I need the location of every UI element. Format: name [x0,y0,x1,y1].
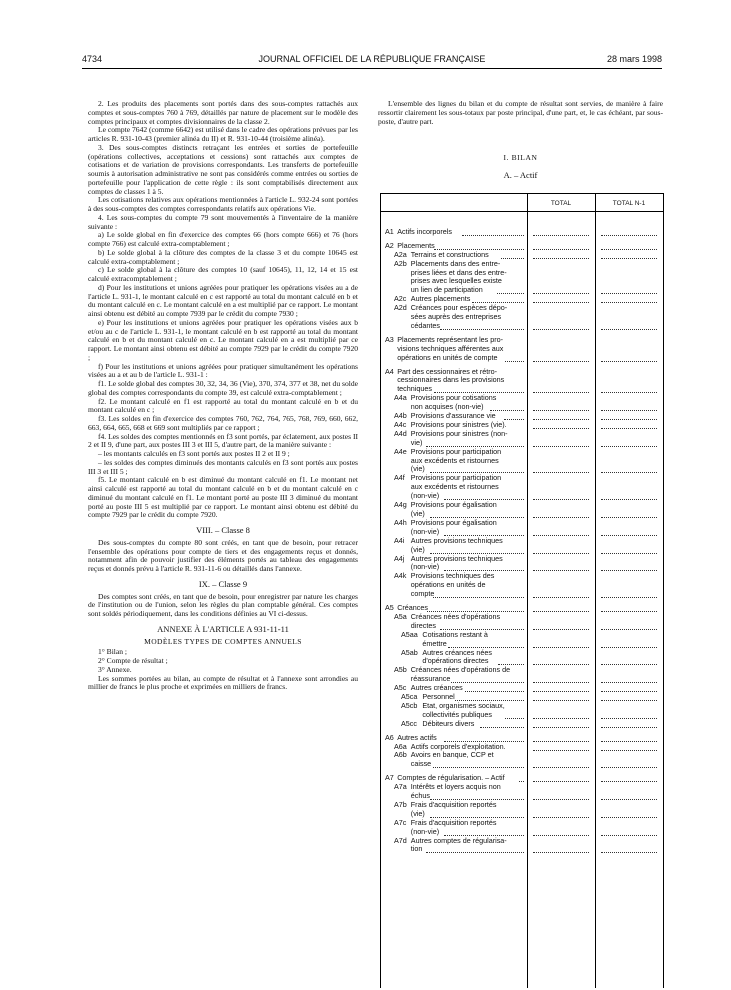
row-label: Créances nées d'opérations de [410,665,511,675]
amount-field [533,419,589,420]
row-code: A2a [394,249,407,259]
row-label: émettre [422,638,447,648]
row-code: A5ca [401,692,418,701]
row-code: A4g [394,500,407,510]
row-label: Part des cessionnaires et rétro- [397,366,498,376]
amount-field [533,249,589,250]
leader-dots [501,258,524,259]
row-label: Actifs corporels d'exploitation. [410,741,506,751]
amount-field [601,361,657,362]
amount-field [601,611,657,612]
amount-field [601,446,657,447]
row-label: Frais d'acquisition reportés [410,799,497,809]
amount-field [533,647,589,648]
row-label: d'opérations directes [422,656,489,666]
amount-field [533,718,589,719]
row-label: vie) [410,437,423,447]
amount-field [533,361,589,362]
amount-field [601,392,657,393]
row-label: caisse [410,759,432,769]
paragraph: f1. Le solde global des comptes 30, 32, 34, 36 (Vie), 370, 374, 377 et 38, net du solde global des comptes correspondants du compte 39, est calculé extra-comptablement ; [88,379,358,397]
amount-field [601,249,657,250]
amount-field [601,691,657,692]
amount-field [601,664,657,665]
row-label: Autres actifs [397,732,437,742]
amount-field [601,472,657,473]
amount-field [533,293,589,294]
amount-field [601,750,657,751]
row-label: (vie) [410,808,425,818]
amount-field [601,258,657,259]
amount-field [533,767,589,768]
paragraph: f3. Les soldes en fin d'exercice des comptes 760, 762, 764, 765, 768, 769, 660, 662, 663, 664, 665, 668 et 669 sont multipliés par ce rapport ; [88,414,358,432]
row-label: Personnel [422,692,455,701]
row-label: collectivités publiques [422,709,492,719]
row-label: Terrains et constructions [410,249,489,259]
row-label: aux excédents et ristournes [410,482,499,492]
row-code: A7a [394,782,407,792]
row-code: A4i [394,535,405,545]
amount-field [601,629,657,630]
row-label: (vie) [410,464,425,474]
amount-field [601,852,657,853]
bilan-heading: I. BILAN [503,153,538,162]
left-column [88,100,358,692]
row-label: Placements représentant les pro- [397,334,504,344]
row-label: Actifs incorporels [397,227,452,236]
amount-field [601,597,657,598]
header-rule [82,68,662,69]
row-label: Provisions techniques des [410,571,495,581]
leader-dots [480,727,524,728]
row-label: Autres provisions techniques [410,535,503,545]
row-label: cessionnaires dans les provisions [397,375,505,385]
row-code: A5cb [401,700,418,710]
amount-field [601,799,657,800]
row-code: A5ab [401,647,418,657]
amount-field [533,410,589,411]
annex-subheading: MODÈLES TYPES DE COMPTES ANNUELS [144,636,302,646]
paragraph: b) Le solde global à la clôture des comptes de la classe 3 et du compte 10645 est calculé extra-comptablement ; [88,247,358,266]
row-label: Autres provisions techniques [410,553,503,563]
paragraph: Des sous-comptes du compte 80 sont créés, en tant que de besoin, pour retracer l'ensemble des opérations pour compte de tiers et des engagements reçus et donnés, notamment afin de pouvoir justifier des éléments portés au tableau des engagements reçus et donnés prévu à l'article R. 931-11-6 ou détaillés dans l'annexe. [88,537,358,573]
amount-field [601,718,657,719]
amount-field [533,741,589,742]
column-header-total-n1: TOTAL N-1 [612,200,646,207]
amount-field [533,553,589,554]
amount-field [601,553,657,554]
right-intro [378,100,663,126]
amount-field [533,799,589,800]
row-code: A4 [385,366,394,376]
page-header [82,54,662,66]
row-code: A7c [394,817,407,827]
amount-field [601,235,657,236]
amount-field [533,329,589,330]
paragraph: a) Le solde global en fin d'exercice des comptes 66 (hors compte 666) et 76 (hors compte 766) est calculé extra-comptablement ; [88,230,358,248]
row-code: A5cc [401,718,417,728]
amount-field [601,727,657,728]
leader-dots [426,852,524,853]
amount-field [533,835,589,836]
amount-field [533,629,589,630]
row-label: Provisions d'assurance vie [410,411,496,421]
row-label: Provisions pour égalisation [410,500,497,510]
row-code: A5b [394,665,407,675]
row-label: Créances [397,603,428,612]
leader-dots [440,329,524,330]
amount-field [533,691,589,692]
row-code: A4a [394,393,407,403]
row-code: A6b [394,750,407,760]
leader-dots [433,767,524,768]
amount-field [601,682,657,683]
row-label: Débiteurs divers [422,718,475,728]
row-label: Autres comptes de régularisa- [410,835,507,845]
row-label: Etat, organismes sociaux, [422,700,505,710]
row-code: A4c [394,420,407,429]
leader-dots [433,597,524,598]
annex-heading: ANNEXE À L'ARTICLE A 931-11-11 [157,623,289,634]
actif-table [380,193,664,988]
row-label: tion [410,844,423,854]
leader-dots [505,361,524,362]
amount-field [533,235,589,236]
page-number: 4734 [82,54,103,64]
amount-field [601,835,657,836]
list-item: 1° Bilan ; [98,647,128,657]
column-divider [527,194,528,988]
row-code: A2b [394,258,407,268]
column-header-total: TOTAL [550,200,572,207]
amount-field [533,727,589,728]
row-label: réassurance [410,674,451,684]
amount-field [533,682,589,683]
paragraph: d) Pour les institutions et unions agréées pour pratiquer les opérations visées au a de l'article L. 931-1, le montant calculé en c est rapporté au total du montant calculé en b et du montant calculé en c. Le montant calculé en a est multiplié par ce rapport. Le montant ainsi obtenu est débité au compte 7939 par le crédit du compte 7930 ; [88,282,358,318]
row-code: A2c [394,294,407,304]
paragraph: Les cotisations relatives aux opérations mentionnées à l'article L. 932-24 sont portées à des sous-comptes des comptes correspondants relatifs aux opérations Vie. [88,195,358,213]
row-label: Autres placements [410,294,471,304]
paragraph: Des comptes sont créés, en tant que de besoin, pour enregistrer par nature les charges de l'institution ou de l'union, selon les règles du plan comptable général. Ces comptes sont soldés périodiquement, dans les conditions définies au VI ci-dessus. [88,591,358,618]
row-code: A4h [394,517,407,527]
paragraph: f) Pour les institutions et unions agréées pour pratiquer simultanément les opérations visées au a et au b de l'article L. 931-1 : [88,361,358,380]
row-code: A5 [385,603,394,612]
paragraph: c) Le solde global à la clôture des comptes 10 (sauf 10645), 11, 12, 14 et 15 est calculé extracomptablement ; [88,265,358,283]
paragraph: 2. Les produits des placements sont portés dans des sous-comptes rattachés aux comptes et sous-comptes 760 à 769, détaillés par nature de placement sur le modèle des comptes principaux et comptes divisionnaires de la classe 2. [88,99,358,126]
amount-field [601,428,657,429]
row-label: Placements dans des entre- [410,258,501,268]
row-label: Cotisations restant à [422,629,488,639]
amount-field [533,302,589,303]
row-label: échus [410,790,430,800]
amount-field [533,611,589,612]
amount-field [533,597,589,598]
row-label: Créances pour espèces dépo- [410,303,508,313]
row-label: Provisions pour sinistres (non- [410,428,508,438]
amount-field [533,428,589,429]
list-item: 2° Compte de résultat ; [98,656,168,665]
row-code: A5aa [401,629,418,639]
row-label: techniques [397,384,432,394]
header-rule [381,211,663,212]
row-label: Autres créances [410,683,463,693]
paragraph: Le compte 7642 (comme 6642) est utilisé dans le cadre des opérations prévues par les articles R. 931-10-43 (premier alinéa du II) et R. 931-10-44 (troisième alinéa). [88,125,358,143]
amount-field [601,293,657,294]
amount-field [601,817,657,818]
paragraph: f5. Le montant calculé en b est diminué du montant calculé en f1. Le montant net ainsi calculé est rapporté au total du montant calculé en b et du montant calculé en c diminué du montant calculé en f1. Le montant porté au poste III 3 diminué du montant porté au poste III 5 est multiplié par ce rapport. Le montant ainsi obtenu est débité du compte 7929 par le crédit du compte 7920. [88,475,358,520]
paragraph: Les sommes portées au bilan, au compte de résultat et à l'annexe sont arrondies au millier de francs le plus proche et exprimées en milliers de francs. [88,673,358,692]
amount-field [601,499,657,500]
row-code: A3 [385,334,394,344]
amount-field [533,499,589,500]
amount-field [601,781,657,782]
amount-field [533,472,589,473]
amount-field [533,517,589,518]
amount-field [533,852,589,853]
row-label: non acquises (non-vie) [410,402,484,412]
row-label: (non-vie) [410,491,440,501]
amount-field [533,446,589,447]
leader-dots [465,691,524,692]
row-label: sées auprès des entreprises [410,312,502,322]
amount-field [601,302,657,303]
row-label: aux excédents et ristournes [410,455,499,465]
row-code: A6a [394,741,407,751]
amount-field [533,258,589,259]
row-code: A5c [394,683,407,693]
amount-field [601,700,657,701]
amount-field [601,410,657,411]
row-label: (non-vie) [410,562,440,572]
row-code: A4b [394,411,407,421]
row-label: (non-vie) [410,826,440,836]
row-code: A7d [394,835,407,845]
amount-field [533,750,589,751]
row-label: prises avec lesquelles existe [410,276,502,286]
amount-field [601,741,657,742]
row-label: Avoirs en banque, CCP et [410,750,494,760]
row-label: Provisions pour égalisation [410,517,497,527]
row-label: Provisions pour participation [410,473,502,483]
amount-field [533,392,589,393]
actif-heading: A. – Actif [503,170,538,180]
amount-field [601,535,657,536]
journal-title: JOURNAL OFFICIEL DE LA RÉPUBLIQUE FRANÇAISE [258,54,486,64]
row-code: A5a [394,611,407,621]
row-code: A4k [394,571,407,581]
leader-dots [504,419,524,420]
paragraph: f4. Les soldes des comptes mentionnés en f3 sont portés, par éclatement, aux postes II 2 et II 9, d'une part, aux postes III 3 et III 5, d'autre part, de la manière suivante : [88,431,358,450]
row-label: Intérêts et loyers acquis non [410,782,501,792]
amount-field [601,647,657,648]
row-label: Frais d'acquisition reportés [410,817,497,827]
amount-field [533,570,589,571]
row-code: A2 [385,240,394,250]
row-label: Créances nées d'opérations [410,611,501,621]
paragraph: 3. Des sous-comptes distincts retraçant les entrées et sorties de portefeuille (opérations collectives, acceptations et cessions) sont rattachés aux comptes de cotisations et de variation de provisions correspondants. Les transferts de portefeuille soumis à autorisation administrative ne sont pas considérés comme entrées ou sorties de portefeuille pour l'application de cette règle : ils sont comptabilisés directement aux comptes de classes 1 à 5. [88,142,358,196]
amount-field [601,570,657,571]
row-code: A4e [394,446,407,456]
row-label: opérations en unités de compte [397,352,498,362]
row-label: visions techniques afférentes aux [397,343,504,353]
list-item: – les soldes des comptes diminués des montants calculés en f3 sont portés aux postes III 3 et III 5 ; [88,457,358,476]
amount-field [601,329,657,330]
row-code: A6 [385,732,394,742]
row-label: cédantes [410,320,440,330]
amount-field [533,664,589,665]
row-code: A7 [385,773,394,783]
row-label: prises liées et dans des entre- [410,267,507,277]
section-heading: VIII. – Classe 8 [196,525,250,535]
row-code: A4f [394,473,405,483]
row-label: Provisions pour sinistres (vie). [410,420,507,429]
row-label: Autres créances nées [422,647,492,657]
row-label: (vie) [410,508,425,518]
row-label: Provisions pour cotisations [410,393,497,403]
row-label: (non-vie) [410,526,440,536]
amount-field [533,700,589,701]
row-label: opérations en unités de [410,580,486,590]
paragraph: f2. Le montant calculé en f1 est rapporté au total du montant calculé en b et du montant calculé en c ; [88,396,358,415]
amount-field [601,419,657,420]
row-code: A4d [394,428,407,438]
paragraph: L'ensemble des lignes du bilan et du compte de résultat sont servies, de manière à faire ressortir clairement les sous-totaux par poste principal, d'une part, et, le cas échéant, par sous-poste, d'autre part. [378,99,663,126]
leader-dots [519,781,524,782]
leader-dots [505,718,524,719]
row-label: Placements [397,240,435,250]
row-label: (vie) [410,544,425,554]
row-label: un lien de participation [410,285,483,295]
amount-field [601,517,657,518]
leader-dots [497,293,524,294]
list-item: 3° Annexe. [98,664,132,674]
amount-field [533,781,589,782]
paragraph: e) Pour les institutions et unions agréées pour pratiquer les opérations visées aux b et/ou au c de l'article L. 931-1, le montant calculé en b est rapporté au total du montant calculé en b et du montant calculé en c. Le montant calculé en a est multiplié par ce rapport. Le montant ainsi obtenu est débité au compte 7929 par le crédit du compte 7920 ; [88,317,358,362]
leader-dots [462,235,524,236]
row-code: A4j [394,553,405,563]
row-label: Comptes de régularisation. – Actif [397,773,505,783]
row-code: A1 [385,227,394,236]
row-label: Provisions pour participation [410,446,502,456]
row-label: compte [410,589,435,599]
row-code: A7b [394,799,407,809]
column-divider [595,194,596,988]
issue-date: 28 mars 1998 [606,54,662,64]
row-code: A2d [394,303,407,313]
row-label: directes [410,620,436,630]
amount-field [601,767,657,768]
paragraph: 4. Les sous-comptes du compte 79 sont mouvementés à l'inventaire de la manière suivante : [88,212,358,231]
section-heading: IX. – Classe 9 [198,578,248,589]
list-item: – les montants calculés en f3 sont portés aux postes II 2 et II 9 ; [98,449,290,458]
amount-field [533,535,589,536]
amount-field [533,817,589,818]
